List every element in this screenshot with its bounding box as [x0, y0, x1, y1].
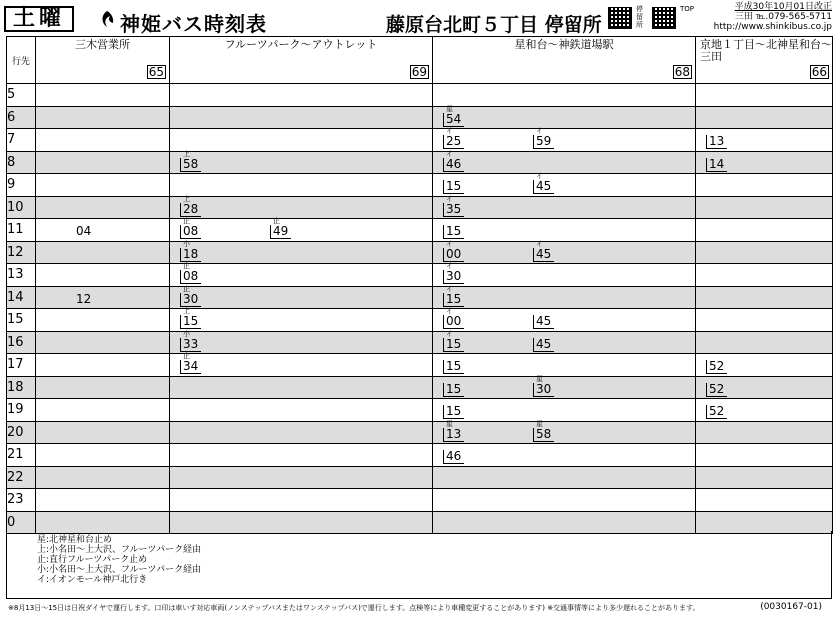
qr-label-stop: 停留所 — [636, 5, 643, 29]
departure-time — [180, 194, 201, 217]
departure-cell — [170, 354, 433, 377]
departure-cell — [36, 309, 170, 332]
route-mark: イ — [536, 127, 543, 135]
departure-cell — [433, 151, 696, 174]
route-mark: イ — [446, 262, 453, 270]
hour-row — [7, 241, 833, 264]
hour-row — [7, 129, 833, 152]
legend-notes — [6, 531, 832, 599]
route-number: 69 — [411, 65, 427, 79]
departure-minute: 15 — [446, 404, 462, 418]
departure-time — [706, 405, 727, 419]
departure-cell — [696, 129, 833, 152]
route-mark: 止 — [183, 217, 190, 225]
departure-cell — [170, 466, 433, 489]
route-mark: イ — [536, 172, 543, 180]
hour-row — [7, 376, 833, 399]
departure-cell — [170, 174, 433, 197]
departure-time — [443, 450, 464, 464]
hour-label: 23 — [7, 489, 36, 512]
departure-time — [533, 172, 554, 194]
hour-label: 11 — [7, 219, 36, 242]
departure-cell — [170, 264, 433, 287]
departure-cell — [36, 286, 170, 309]
departure-time — [180, 307, 201, 329]
departure-time — [180, 329, 201, 352]
legend-item: 小:小名田～上大沢、フルーツパーク経由 — [37, 565, 202, 575]
departure-time — [533, 315, 554, 329]
departure-minute: 45 — [536, 246, 552, 261]
departure-cell — [36, 129, 170, 152]
departure-time — [443, 180, 464, 194]
departure-time — [443, 284, 464, 307]
departure-cell — [433, 106, 696, 129]
route-mark: 小 — [183, 329, 190, 338]
departure-minute: 15 — [446, 291, 462, 306]
departure-minute: 46 — [446, 449, 462, 463]
departure-time — [443, 194, 464, 217]
departure-cell — [696, 84, 833, 107]
departure-minute: 46 — [446, 156, 462, 171]
route-mark: 上 — [183, 194, 190, 203]
departure-cell — [433, 286, 696, 309]
route-mark: 止 — [183, 352, 190, 360]
departure-cell — [433, 264, 696, 287]
departure-minute: 15 — [446, 179, 462, 193]
departure-minute: 34 — [183, 359, 199, 373]
departure-minute: 52 — [709, 381, 725, 396]
departure-cell — [36, 241, 170, 264]
hour-label: 7 — [7, 129, 36, 152]
departure-cell — [433, 241, 696, 264]
departure-cell — [696, 309, 833, 332]
departure-time — [533, 239, 554, 262]
departure-cell — [433, 489, 696, 512]
departure-cell — [433, 219, 696, 242]
corner-label: 行先 — [7, 37, 36, 84]
timetable-code: (0030167-01) — [760, 602, 822, 612]
departure-time — [443, 329, 464, 352]
hour-row — [7, 354, 833, 377]
footer-note: ※8月13日～15日は日祝ダイヤで運行します。口印は車いす対応車両(ノンステップバスまたはワンステップバス)で運行します。点検等により車種変更することがあります) ※交通事情等により多少遅れることがあります。 — [8, 604, 700, 612]
hour-row — [7, 466, 833, 489]
departure-minute: 35 — [446, 201, 462, 216]
shinki-logo-icon — [98, 10, 116, 28]
departure-minute: 15 — [446, 224, 462, 238]
hour-row — [7, 444, 833, 467]
departure-time — [443, 104, 464, 127]
departure-cell — [36, 151, 170, 174]
departure-minute: 58 — [536, 426, 552, 441]
departure-cell — [696, 421, 833, 444]
departure-time — [180, 217, 201, 239]
hour-label: 5 — [7, 84, 36, 107]
route-mark: イ — [446, 239, 453, 248]
departure-cell — [170, 84, 433, 107]
departure-time — [443, 225, 464, 239]
hour-row — [7, 84, 833, 107]
departure-time — [533, 374, 554, 397]
hour-row — [7, 196, 833, 219]
departure-cell — [696, 331, 833, 354]
departure-cell — [36, 489, 170, 512]
departure-cell — [433, 196, 696, 219]
hour-row — [7, 309, 833, 332]
departure-cell — [36, 174, 170, 197]
hour-label: 15 — [7, 309, 36, 332]
route-mark: イ — [446, 194, 453, 203]
departure-minute: 15 — [446, 359, 462, 373]
hour-row — [7, 151, 833, 174]
route-number: 66 — [811, 65, 827, 79]
website-url[interactable]: http://www.shinkibus.co.jp — [713, 22, 832, 32]
office-phone: 三田 ℡.079-565-5711 — [734, 12, 832, 22]
departure-minute: 45 — [536, 179, 552, 193]
departure-minute: 30 — [446, 269, 462, 283]
hour-label: 10 — [7, 196, 36, 219]
departure-minute: 52 — [709, 359, 725, 373]
header — [0, 0, 838, 36]
hour-row — [7, 264, 833, 287]
departure-cell — [433, 129, 696, 152]
departure-minute: 30 — [536, 381, 552, 396]
departure-cell — [36, 219, 170, 242]
departure-time — [443, 383, 464, 397]
route-number: 68 — [674, 65, 690, 79]
departure-minute: 18 — [183, 246, 199, 261]
departure-cell — [36, 466, 170, 489]
departure-cell — [433, 331, 696, 354]
departure-cell — [170, 241, 433, 264]
route-mark: 星 — [446, 419, 453, 428]
departure-cell — [170, 309, 433, 332]
departure-time — [180, 149, 201, 172]
departure-time — [533, 419, 554, 442]
dest-header — [433, 37, 696, 84]
departure-minute: 52 — [709, 404, 725, 418]
route-mark: 星 — [536, 374, 543, 383]
departure-time — [443, 262, 464, 284]
hour-label: 13 — [7, 264, 36, 287]
route-mark: 止 — [183, 284, 190, 293]
departure-cell — [433, 354, 696, 377]
hour-row — [7, 489, 833, 512]
departure-cell — [433, 399, 696, 422]
hour-row — [7, 286, 833, 309]
qr-label-top: TOP — [680, 5, 695, 13]
departure-cell — [433, 174, 696, 197]
departure-cell — [696, 376, 833, 399]
departure-cell — [36, 331, 170, 354]
departure-time — [533, 127, 554, 149]
departure-cell — [36, 376, 170, 399]
departure-cell — [36, 444, 170, 467]
departure-cell — [170, 331, 433, 354]
departure-cell — [170, 444, 433, 467]
departure-minute: 59 — [536, 134, 552, 148]
departure-minute: 00 — [446, 246, 462, 261]
timetable-body — [7, 84, 833, 534]
route-mark: イ — [446, 127, 453, 135]
hour-row — [7, 219, 833, 242]
departure-cell — [170, 399, 433, 422]
departure-time — [706, 383, 727, 397]
departure-cell — [170, 376, 433, 399]
hour-label: 14 — [7, 286, 36, 309]
departure-minute: 49 — [273, 224, 289, 238]
departure-cell — [696, 174, 833, 197]
timetable — [6, 36, 833, 534]
route-mark: イ — [446, 329, 453, 338]
departure-minute: 13 — [446, 426, 462, 441]
dest-name: 星和台～神鉄道場駅 — [514, 38, 614, 51]
departure-time — [533, 338, 554, 352]
departure-time — [706, 158, 727, 172]
departure-time — [706, 360, 727, 374]
dest-name: フルーツパーク～アウトレット — [224, 38, 378, 51]
departure-cell — [170, 106, 433, 129]
legend-item: 上:小名田～上大沢、フルーツパーク経由 — [37, 545, 202, 555]
route-mark: イ — [446, 284, 453, 293]
departure-minute: 54 — [446, 111, 462, 126]
dest-name: 三木営業所 — [75, 38, 130, 51]
departure-minute: 45 — [536, 336, 552, 351]
departure-time — [706, 135, 727, 149]
departure-time — [76, 293, 94, 306]
dest-header — [696, 37, 833, 84]
hour-row — [7, 421, 833, 444]
departure-time — [180, 239, 201, 262]
departure-cell — [36, 196, 170, 219]
departure-minute: 15 — [183, 314, 199, 328]
route-mark: イ — [536, 239, 543, 248]
hour-row — [7, 399, 833, 422]
route-mark: 上 — [183, 149, 190, 158]
hour-label: 8 — [7, 151, 36, 174]
departure-cell — [433, 84, 696, 107]
departure-cell — [433, 376, 696, 399]
stop-name: 藤原台北町５丁目 停留所 — [386, 14, 602, 36]
header-info — [687, 2, 832, 32]
departure-time — [443, 239, 464, 262]
route-mark: 止 — [183, 262, 190, 270]
route-mark: イ — [446, 307, 453, 315]
departure-cell — [170, 286, 433, 309]
departure-minute: 14 — [709, 156, 725, 171]
hour-label: 22 — [7, 466, 36, 489]
qr-code-stop[interactable] — [608, 7, 632, 29]
hour-label: 16 — [7, 331, 36, 354]
route-mark: 星 — [536, 419, 543, 428]
departure-cell — [36, 354, 170, 377]
departure-cell — [36, 264, 170, 287]
departure-minute: 08 — [183, 269, 199, 283]
hour-label: 18 — [7, 376, 36, 399]
departure-cell — [36, 399, 170, 422]
departure-minute: 25 — [446, 134, 462, 148]
hour-row — [7, 174, 833, 197]
departure-cell — [696, 196, 833, 219]
departure-cell — [696, 151, 833, 174]
departure-minute: 04 — [76, 224, 92, 238]
departure-minute: 58 — [183, 156, 199, 171]
route-mark: 止 — [273, 217, 280, 225]
departure-cell — [170, 196, 433, 219]
departure-cell — [433, 421, 696, 444]
hour-label: 0 — [7, 511, 36, 534]
departure-cell — [170, 129, 433, 152]
day-label: 土曜 — [4, 6, 74, 32]
departure-minute: 13 — [709, 134, 725, 148]
departure-time — [180, 284, 201, 307]
hour-label: 6 — [7, 106, 36, 129]
departure-time — [443, 149, 464, 172]
dest-name: 京地１丁目～北神星和台～三田 — [700, 38, 832, 63]
departure-minute: 12 — [76, 291, 92, 306]
dest-header — [36, 37, 170, 84]
route-mark: 上 — [183, 307, 190, 315]
dest-header — [170, 37, 433, 84]
route-number: 65 — [148, 65, 164, 79]
departure-cell — [433, 444, 696, 467]
departure-cell — [170, 421, 433, 444]
departure-minute: 00 — [446, 314, 462, 328]
departure-time — [443, 127, 464, 149]
departure-minute: 28 — [183, 201, 199, 216]
hour-label: 9 — [7, 174, 36, 197]
departure-time — [270, 217, 291, 239]
departure-cell — [170, 151, 433, 174]
legend-item: 止:直行フルーツパーク止め — [37, 555, 148, 565]
departure-minute: 45 — [536, 314, 552, 328]
hour-label: 20 — [7, 421, 36, 444]
departure-cell — [696, 286, 833, 309]
departure-minute: 08 — [183, 224, 199, 238]
departure-cell — [696, 354, 833, 377]
destination-header-row — [7, 37, 833, 84]
departure-cell — [696, 241, 833, 264]
departure-cell — [696, 444, 833, 467]
qr-code-top[interactable] — [652, 7, 676, 29]
departure-time — [76, 225, 94, 238]
departure-minute: 30 — [183, 291, 199, 306]
departure-cell — [696, 264, 833, 287]
route-mark: 小 — [183, 239, 190, 248]
departure-time — [443, 405, 464, 419]
departure-cell — [696, 219, 833, 242]
legend-item: 星:北神星和台止め — [37, 535, 113, 545]
departure-minute: 15 — [446, 336, 462, 351]
departure-time — [443, 360, 464, 374]
hour-row — [7, 331, 833, 354]
departure-cell — [433, 466, 696, 489]
hour-label: 21 — [7, 444, 36, 467]
departure-cell — [696, 466, 833, 489]
departure-cell — [170, 219, 433, 242]
legend-list — [37, 535, 201, 585]
departure-cell — [36, 84, 170, 107]
departure-minute: 15 — [446, 381, 462, 396]
revision-date: 平成30年10月01日改正 — [734, 2, 832, 12]
route-mark: イ — [446, 149, 453, 158]
hour-label: 17 — [7, 354, 36, 377]
departure-minute: 33 — [183, 336, 199, 351]
departure-time — [180, 352, 201, 374]
hour-row — [7, 106, 833, 129]
departure-cell — [696, 106, 833, 129]
hour-label: 19 — [7, 399, 36, 422]
departure-time — [443, 307, 464, 329]
hour-label: 12 — [7, 241, 36, 264]
departure-cell — [696, 399, 833, 422]
departure-time — [443, 419, 464, 442]
departure-cell — [696, 489, 833, 512]
departure-cell — [170, 489, 433, 512]
legend-item: イ:イオンモール神戸北行き — [37, 575, 148, 585]
company-title: 神姫バス時刻表 — [120, 12, 267, 36]
departure-cell — [433, 309, 696, 332]
departure-cell — [36, 106, 170, 129]
departure-cell — [36, 421, 170, 444]
departure-time — [180, 262, 201, 284]
route-mark: 星 — [446, 104, 453, 113]
